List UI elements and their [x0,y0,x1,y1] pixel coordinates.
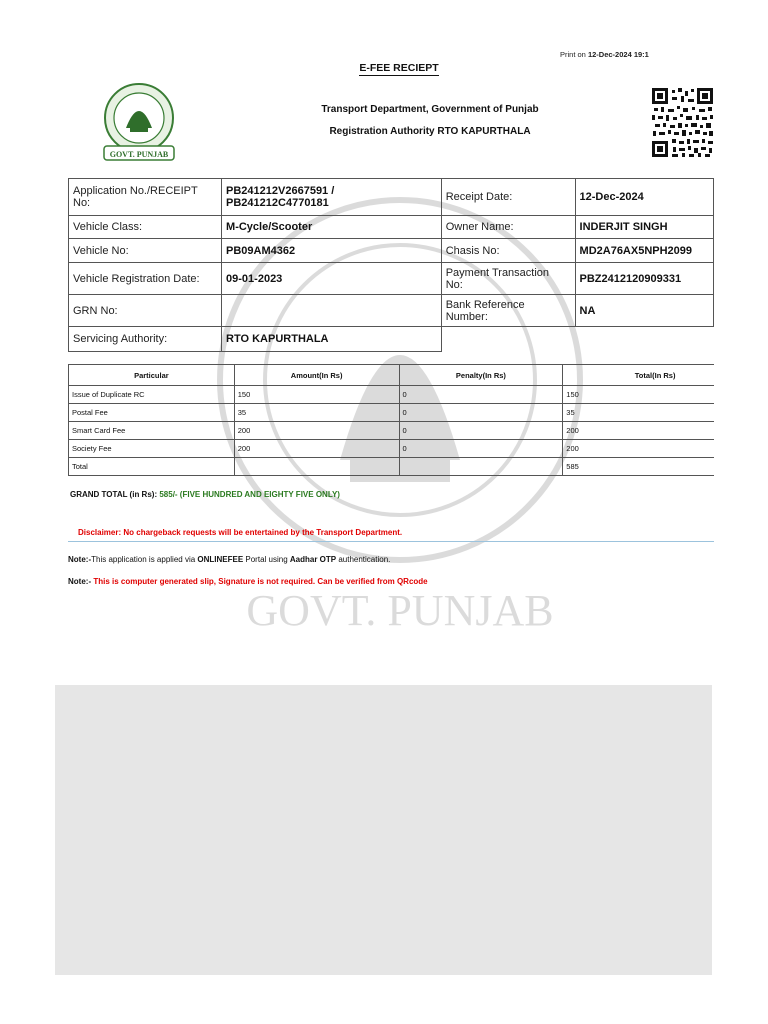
table-row [69,386,715,404]
fee-particular: Postal Fee [69,404,235,422]
fee-header-amount: Amount(In Rs) [234,365,399,386]
empty-cell [441,327,575,352]
servicing-authority-value: RTO KAPURTHALA [222,327,442,352]
servicing-authority-label: Servicing Authority: [69,327,222,352]
fee-penalty: 0 [399,422,563,440]
info-table-region [68,178,714,354]
registration-date-label: Vehicle Registration Date: [69,263,222,295]
vehicle-no-label: Vehicle No: [69,239,222,263]
empty-cell [575,327,713,352]
bank-reference-value: NA [575,295,713,327]
fee-particular: Total [69,458,235,476]
receipt-date-value: 12-Dec-2024 [575,179,713,216]
owner-name-label: Owner Name: [441,216,575,239]
disclaimer-text: Disclaimer: No chargeback requests will be entertained by the Transport Department. [78,528,403,537]
fee-penalty [399,458,563,476]
grand-total-value: 585/- (FIVE HUNDRED AND EIGHTY FIVE ONLY) [159,490,340,499]
fee-amount: 200 [234,440,399,458]
chasis-no-value: MD2A76AX5NPH2099 [575,239,713,263]
fee-particular: Society Fee [69,440,235,458]
application-label: Application No./RECEIPT No: [69,179,222,216]
fee-total: 35 [563,404,714,422]
fee-total: 200 [563,422,714,440]
punjab-govt-logo [90,80,188,166]
grn-label: GRN No: [69,295,222,327]
fee-amount: 150 [234,386,399,404]
registration-date-value: 09-01-2023 [222,263,442,295]
vehicle-class-value: M-Cycle/Scooter [222,216,442,239]
divider [68,541,714,542]
grand-total [70,490,340,499]
receipt-date-label: Receipt Date: [441,179,575,216]
fee-amount: 200 [234,422,399,440]
fee-particular: Smart Card Fee [69,422,235,440]
table-row [69,440,715,458]
watermark-text: GOVT. PUNJAB [246,586,554,635]
fee-amount [234,458,399,476]
fee-total: 585 [563,458,714,476]
table-row [69,458,715,476]
owner-name-value: INDERJIT SINGH [575,216,713,239]
table-row [69,404,715,422]
vehicle-no-value: PB09AM4362 [222,239,442,263]
print-timestamp [560,50,768,59]
info-table [68,178,714,352]
bank-reference-label: Bank Reference Number: [441,295,575,327]
fee-penalty: 0 [399,386,563,404]
payment-transaction-value: PBZ2412120909331 [575,263,713,295]
registration-authority: Registration Authority RTO KAPURTHALA [329,126,531,137]
payment-transaction-label: Payment Transaction No: [441,263,575,295]
receipt-title: E-FEE RECIEPT [359,62,439,74]
note-computer-generated: Note:- This is computer generated slip, Signature is not required. Can be verified from QRcode [68,577,428,586]
application-value: PB241212V2667591 / PB241212C4770181 [222,179,442,216]
fee-header-total: Total(In Rs) [563,365,714,386]
department-name: Transport Department, Government of Punjab [321,104,539,115]
logo-text: GOVT. PUNJAB [109,150,169,159]
fee-amount: 35 [234,404,399,422]
grand-total-label: GRAND TOTAL (in Rs): [70,490,158,499]
blank-gray-area [55,685,712,975]
fee-particular: Issue of Duplicate RC [69,386,235,404]
fee-table [68,364,714,476]
note-onlinefee: Note:-This application is applied via ONLINEFEE Portal using Aadhar OTP authentication. [68,555,391,564]
fee-penalty: 0 [399,404,563,422]
grn-value [222,295,442,327]
print-on-label: Print on [560,50,586,59]
qr-code-icon [652,88,713,157]
fee-penalty: 0 [399,440,563,458]
vehicle-class-label: Vehicle Class: [69,216,222,239]
table-row [69,422,715,440]
print-on-value: 12-Dec-2024 19:1 [587,50,649,59]
fee-total: 200 [563,440,714,458]
chasis-no-label: Chasis No: [441,239,575,263]
fee-header-particular: Particular [69,365,235,386]
fee-total: 150 [563,386,714,404]
fee-table-region [68,364,714,478]
fee-header-penalty: Penalty(In Rs) [399,365,563,386]
